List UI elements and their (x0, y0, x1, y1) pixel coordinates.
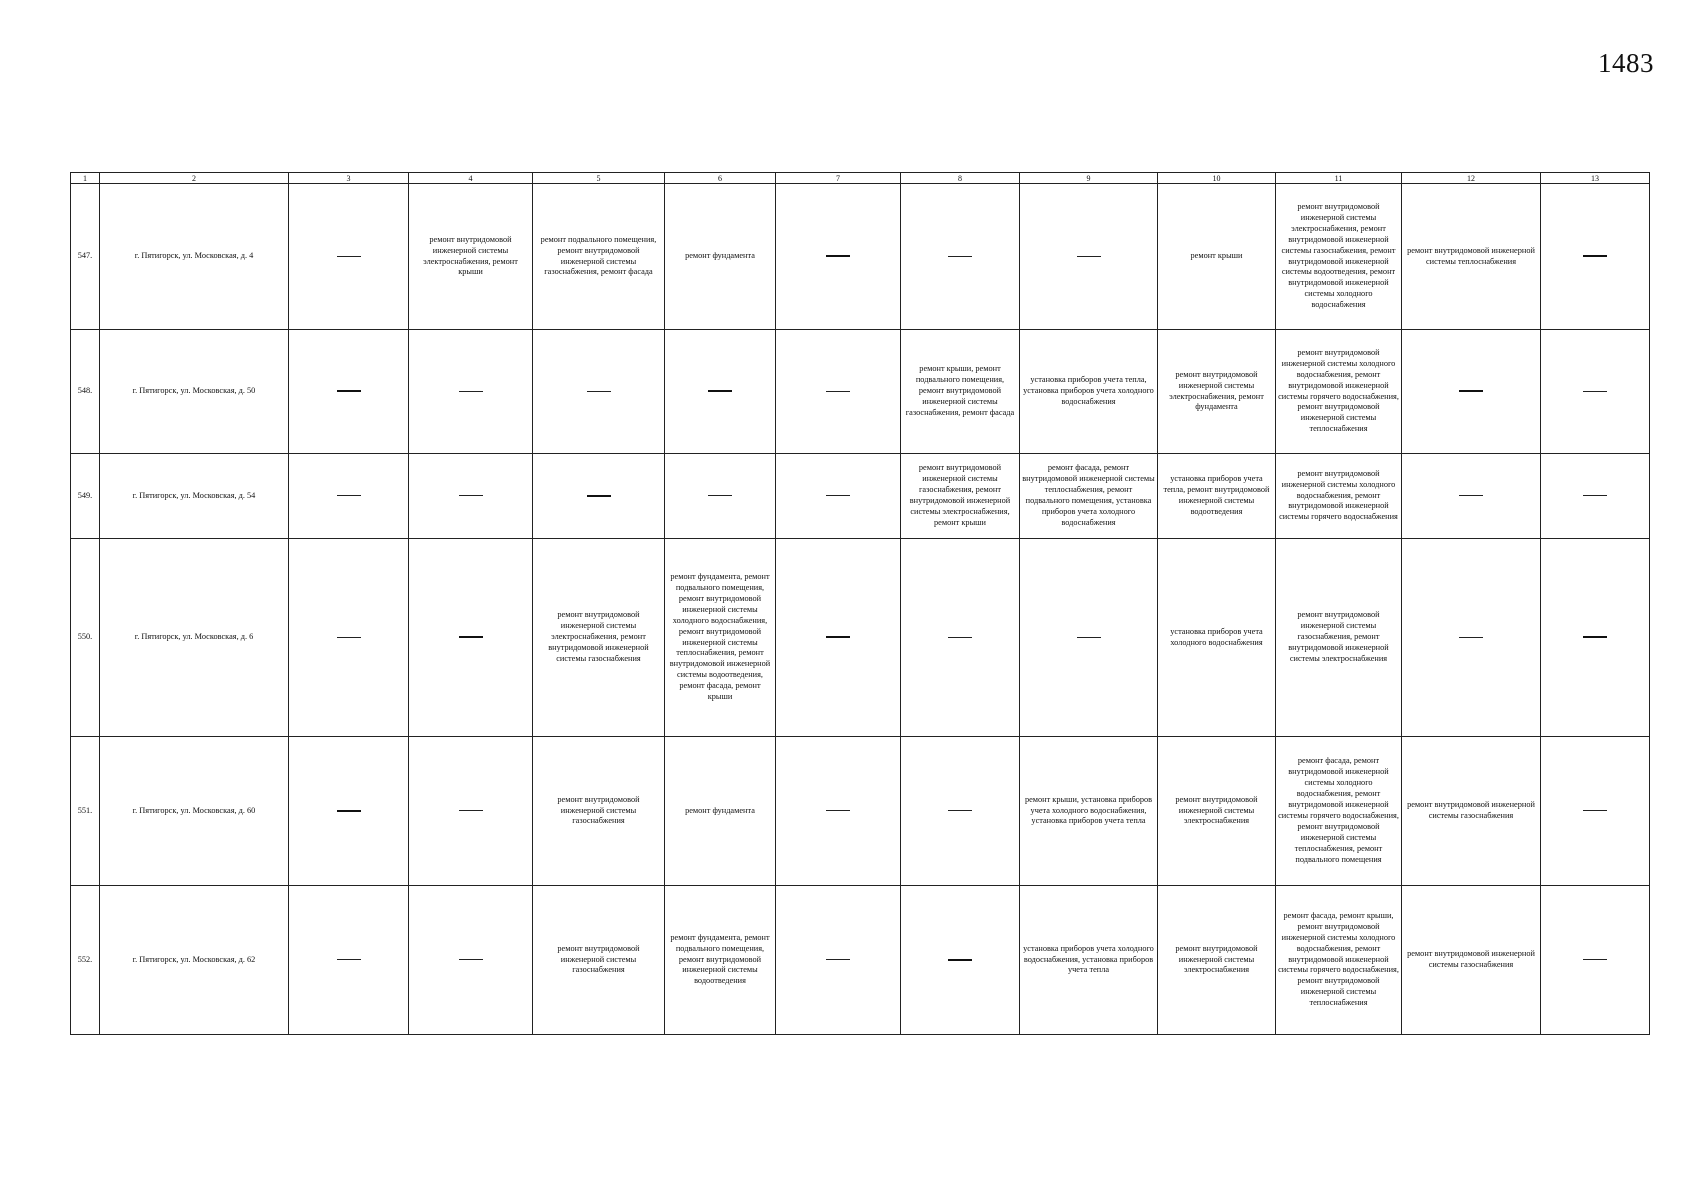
row-number: 551. (71, 737, 100, 886)
empty-cell (776, 184, 901, 330)
work-type-cell: ремонт фундамента (665, 184, 776, 330)
dash-mark (337, 495, 361, 496)
column-number: 1 (71, 173, 100, 184)
empty-cell (776, 330, 901, 454)
dash-mark (948, 810, 972, 811)
empty-cell (1541, 330, 1650, 454)
work-type-cell: ремонт внутридомовой инженерной системы холодного водоснабжения, ремонт внутридомовой инженерной системы горячего водоснабжения (1276, 454, 1402, 539)
column-number: 12 (1402, 173, 1541, 184)
dash-mark (459, 391, 483, 392)
row-number: 550. (71, 539, 100, 737)
dash-mark (708, 390, 732, 392)
empty-cell (776, 454, 901, 539)
work-type-cell: ремонт внутридомовой инженерной системы электроснабжения, ремонт крыши (409, 184, 533, 330)
work-type-cell: ремонт фундамента, ремонт подвального помещения, ремонт внутридомовой инженерной системы холодного водоснабжения, ремонт внутридомовой инженерной системы теплоснабжения, ремонт внутридомовой инженерной системы водоотведения, ремонт фасада, ремонт крыши (665, 539, 776, 737)
column-number: 9 (1020, 173, 1158, 184)
dash-mark (1583, 391, 1607, 392)
dash-mark (459, 636, 483, 638)
work-type-cell: ремонт внутридомовой инженерной системы электроснабжения, ремонт внутридомовой инженерной системы газоснабжения, ремонт внутридомовой инженерной системы водоотведения, ремонт внутридомовой инженерной системы холодного водоснабжения (1276, 184, 1402, 330)
work-type-cell: установка приборов учета тепла, ремонт внутридомовой инженерной системы водоотведения (1158, 454, 1276, 539)
work-type-cell: ремонт внутридомовой инженерной системы газоснабжения (1402, 886, 1541, 1035)
table-row (71, 454, 1650, 539)
address-cell: г. Пятигорск, ул. Московская, д. 4 (100, 184, 289, 330)
empty-cell (1020, 539, 1158, 737)
empty-cell (776, 539, 901, 737)
dash-mark (337, 256, 361, 257)
empty-cell (289, 737, 409, 886)
empty-cell (1541, 454, 1650, 539)
dash-mark (459, 495, 483, 496)
row-number: 547. (71, 184, 100, 330)
empty-cell (665, 330, 776, 454)
empty-cell (1402, 454, 1541, 539)
work-type-cell: ремонт фундамента (665, 737, 776, 886)
work-type-cell: установка приборов учета холодного водоснабжения, установка приборов учета тепла (1020, 886, 1158, 1035)
column-number: 7 (776, 173, 901, 184)
empty-cell (901, 886, 1020, 1035)
dash-mark (826, 810, 850, 811)
column-number: 13 (1541, 173, 1650, 184)
dash-mark (587, 495, 611, 497)
column-number: 5 (533, 173, 665, 184)
work-type-cell: ремонт внутридомовой инженерной системы газоснабжения, ремонт внутридомовой инженерной системы электроснабжения (1276, 539, 1402, 737)
dash-mark (337, 810, 361, 812)
column-number: 11 (1276, 173, 1402, 184)
work-type-cell: ремонт внутридомовой инженерной системы теплоснабжения (1402, 184, 1541, 330)
empty-cell (289, 886, 409, 1035)
row-number: 548. (71, 330, 100, 454)
dash-mark (1077, 256, 1101, 257)
repair-schedule-table (70, 172, 1650, 1035)
table-row (71, 737, 1650, 886)
empty-cell (1402, 330, 1541, 454)
empty-cell (1020, 184, 1158, 330)
empty-cell (289, 454, 409, 539)
address-cell: г. Пятигорск, ул. Московская, д. 54 (100, 454, 289, 539)
work-type-cell: ремонт подвального помещения, ремонт внутридомовой инженерной системы газоснабжения, ремонт фасада (533, 184, 665, 330)
empty-cell (409, 737, 533, 886)
empty-cell (409, 539, 533, 737)
work-type-cell: ремонт фасада, ремонт внутридомовой инженерной системы холодного водоснабжения, ремонт внутридомовой инженерной системы горячего водоснабжения, ремонт внутридомовой инженерной системы теплоснабжения, ремонт подвального помещения (1276, 737, 1402, 886)
dash-mark (1583, 636, 1607, 638)
work-type-cell: установка приборов учета тепла, установка приборов учета холодного водоснабжения (1020, 330, 1158, 454)
dash-mark (826, 391, 850, 392)
empty-cell (1541, 886, 1650, 1035)
page-number: 1483 (1598, 48, 1654, 78)
dash-mark (1459, 390, 1483, 392)
empty-cell (665, 454, 776, 539)
work-type-cell: ремонт внутридомовой инженерной системы электроснабжения (1158, 737, 1276, 886)
address-cell: г. Пятигорск, ул. Московская, д. 50 (100, 330, 289, 454)
row-number: 552. (71, 886, 100, 1035)
dash-mark (1077, 637, 1101, 638)
address-cell: г. Пятигорск, ул. Московская, д. 62 (100, 886, 289, 1035)
empty-cell (901, 539, 1020, 737)
dash-mark (1583, 495, 1607, 496)
column-number: 3 (289, 173, 409, 184)
work-type-cell: ремонт внутридомовой инженерной системы электроснабжения, ремонт внутридомовой инженерной системы газоснабжения (533, 539, 665, 737)
dash-mark (826, 636, 850, 638)
dash-mark (459, 959, 483, 960)
dash-mark (337, 637, 361, 638)
dash-mark (1583, 959, 1607, 960)
work-type-cell: ремонт внутридомовой инженерной системы газоснабжения (1402, 737, 1541, 886)
empty-cell (1541, 737, 1650, 886)
empty-cell (289, 330, 409, 454)
dash-mark (337, 959, 361, 960)
address-cell: г. Пятигорск, ул. Московская, д. 60 (100, 737, 289, 886)
work-type-cell: ремонт внутридомовой инженерной системы газоснабжения (533, 886, 665, 1035)
empty-cell (533, 454, 665, 539)
table-row (71, 184, 1650, 330)
empty-cell (901, 184, 1020, 330)
dash-mark (948, 959, 972, 961)
empty-cell (1541, 539, 1650, 737)
work-type-cell: ремонт крыши (1158, 184, 1276, 330)
empty-cell (776, 886, 901, 1035)
column-number-header (71, 173, 1650, 184)
empty-cell (289, 539, 409, 737)
dash-mark (826, 495, 850, 496)
row-number: 549. (71, 454, 100, 539)
work-type-cell: ремонт крыши, установка приборов учета холодного водоснабжения, установка приборов учета тепла (1020, 737, 1158, 886)
work-type-cell: ремонт фасада, ремонт внутридомовой инженерной системы теплоснабжения, ремонт подвального помещения, установка приборов учета холодного водоснабжения (1020, 454, 1158, 539)
work-type-cell: ремонт внутридомовой инженерной системы газоснабжения (533, 737, 665, 886)
table-row (71, 330, 1650, 454)
work-type-cell: установка приборов учета холодного водоснабжения (1158, 539, 1276, 737)
dash-mark (708, 495, 732, 496)
empty-cell (409, 886, 533, 1035)
work-type-cell: ремонт внутридомовой инженерной системы холодного водоснабжения, ремонт внутридомовой инженерной системы горячего водоснабжения, ремонт внутридомовой инженерной системы теплоснабжения (1276, 330, 1402, 454)
work-type-cell: ремонт внутридомовой инженерной системы газоснабжения, ремонт внутридомовой инженерной системы электроснабжения, ремонт крыши (901, 454, 1020, 539)
empty-cell (1402, 539, 1541, 737)
dash-mark (587, 391, 611, 392)
dash-mark (948, 637, 972, 638)
work-type-cell: ремонт внутридомовой инженерной системы электроснабжения, ремонт фундамента (1158, 330, 1276, 454)
column-number: 2 (100, 173, 289, 184)
empty-cell (533, 330, 665, 454)
dash-mark (1583, 255, 1607, 257)
work-type-cell: ремонт внутридомовой инженерной системы электроснабжения (1158, 886, 1276, 1035)
dash-mark (826, 959, 850, 960)
work-type-cell: ремонт фасада, ремонт крыши, ремонт внутридомовой инженерной системы холодного водоснабжения, ремонт внутридомовой инженерной системы горячего водоснабжения, ремонт внутридомовой инженерной системы теплоснабжения (1276, 886, 1402, 1035)
empty-cell (776, 737, 901, 886)
column-number: 4 (409, 173, 533, 184)
empty-cell (409, 454, 533, 539)
empty-cell (289, 184, 409, 330)
empty-cell (1541, 184, 1650, 330)
empty-cell (409, 330, 533, 454)
work-type-cell: ремонт фундамента, ремонт подвального помещения, ремонт внутридомовой инженерной системы водоотведения (665, 886, 776, 1035)
empty-cell (901, 737, 1020, 886)
dash-mark (337, 390, 361, 392)
dash-mark (826, 255, 850, 257)
dash-mark (1459, 637, 1483, 638)
column-number: 8 (901, 173, 1020, 184)
address-cell: г. Пятигорск, ул. Московская, д. 6 (100, 539, 289, 737)
work-type-cell: ремонт крыши, ремонт подвального помещения, ремонт внутридомовой инженерной системы газоснабжения, ремонт фасада (901, 330, 1020, 454)
column-number: 10 (1158, 173, 1276, 184)
dash-mark (459, 810, 483, 811)
dash-mark (1459, 495, 1483, 496)
column-number: 6 (665, 173, 776, 184)
dash-mark (1583, 810, 1607, 811)
dash-mark (948, 256, 972, 257)
table-row (71, 886, 1650, 1035)
table-row (71, 539, 1650, 737)
